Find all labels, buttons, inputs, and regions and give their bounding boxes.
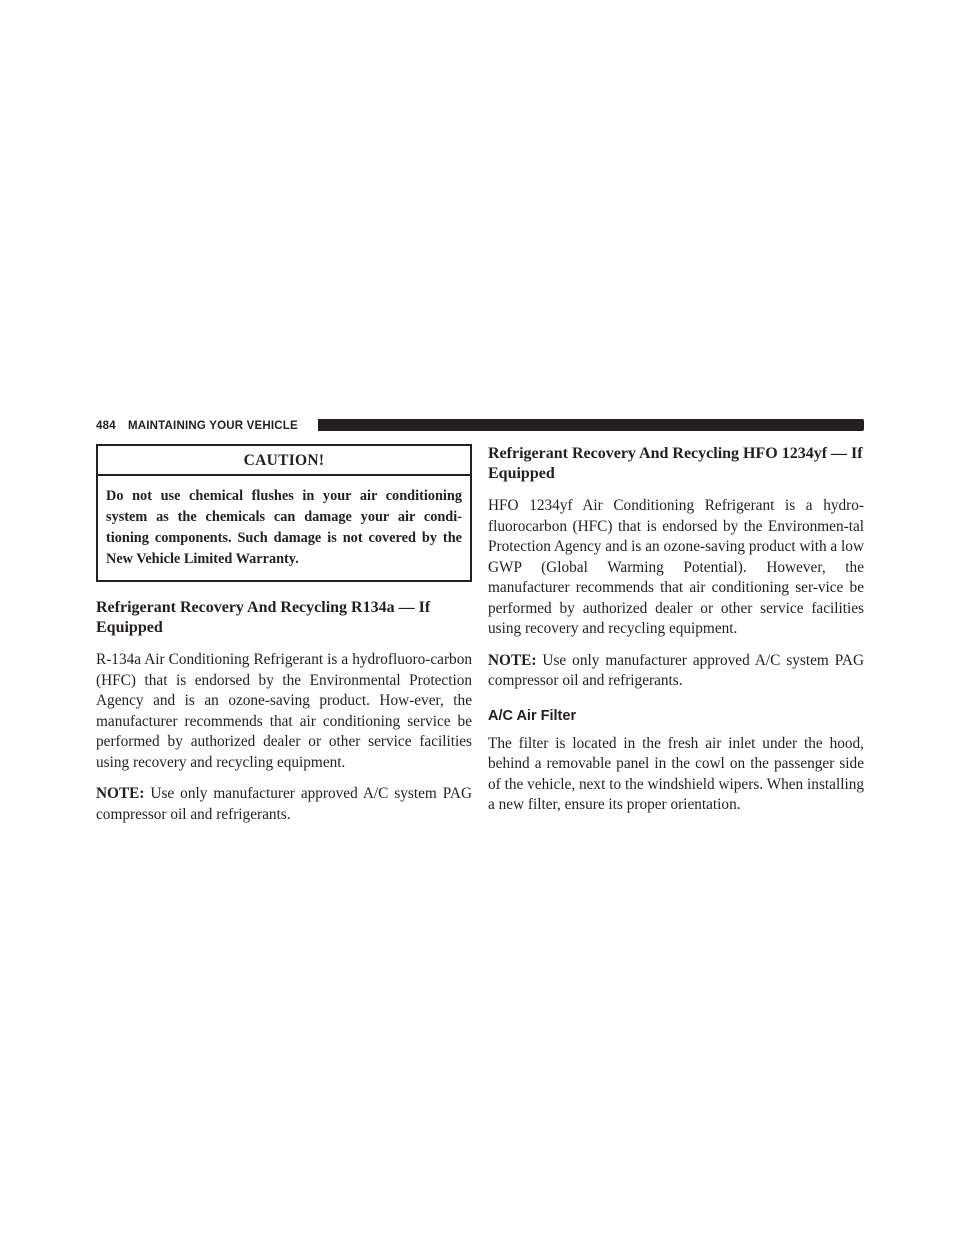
hfo-paragraph: HFO 1234yf Air Conditioning Refrigerant is a hydro-fluorocarbon (HFC) that is endorsed by the Environmen-tal Protection Agency and is an ozone-saving product with a low GWP (Global Warming Potential). However, the manufacturer recommends that air conditioning ser-vice be performed by authorized dealer or other service facilities using recovery and recycling equipment. bbox=[488, 497, 864, 637]
hfo-heading: Refrigerant Recovery And Recycling HFO 1234yf — If Equipped bbox=[488, 445, 863, 482]
caution-title: CAUTION! bbox=[98, 446, 470, 476]
note-text: Use only manufacturer approved A/C system PAG compressor oil and refrigerants. bbox=[488, 651, 864, 689]
header-rule-bar bbox=[318, 419, 864, 431]
note-text: Use only manufacturer approved A/C system PAG compressor oil and refrigerants. bbox=[96, 785, 472, 823]
page-number: 484 bbox=[96, 420, 116, 432]
r134a-note bbox=[96, 784, 472, 825]
section-title: MAINTAINING YOUR VEHICLE bbox=[128, 420, 298, 432]
note-label: NOTE: bbox=[488, 651, 537, 669]
hfo-note bbox=[488, 651, 864, 692]
note-label: NOTE: bbox=[96, 785, 145, 802]
left-column bbox=[96, 444, 472, 825]
caution-box bbox=[96, 444, 472, 582]
r134a-heading: Refrigerant Recovery And Recycling R134a — If Equipped bbox=[96, 599, 431, 636]
air-filter-heading: A/C Air Filter bbox=[488, 707, 577, 724]
caution-text: Do not use chemical flushes in your air conditioning system as the chemicals can damage your air condi-tioning components. Such damage is not covered by the New Vehicle Limited Warranty. bbox=[106, 488, 462, 567]
page-header bbox=[96, 419, 864, 433]
air-filter-paragraph: The filter is located in the fresh air inlet under the hood, behind a removable panel in the cowl on the passenger side of the vehicle, next to the windshield wipers. When installing a new filter, ensure its proper orientation. bbox=[488, 734, 864, 813]
right-column bbox=[488, 444, 864, 816]
r134a-paragraph: R-134a Air Conditioning Refrigerant is a hydrofluoro-carbon (HFC) that is endorsed by the Environmental Protection Agency and is an ozone-saving product. How-ever, the manufacturer recommends that air conditioning service be performed by authorized dealer or other service facilities using recovery and recycling equipment. bbox=[96, 651, 472, 771]
